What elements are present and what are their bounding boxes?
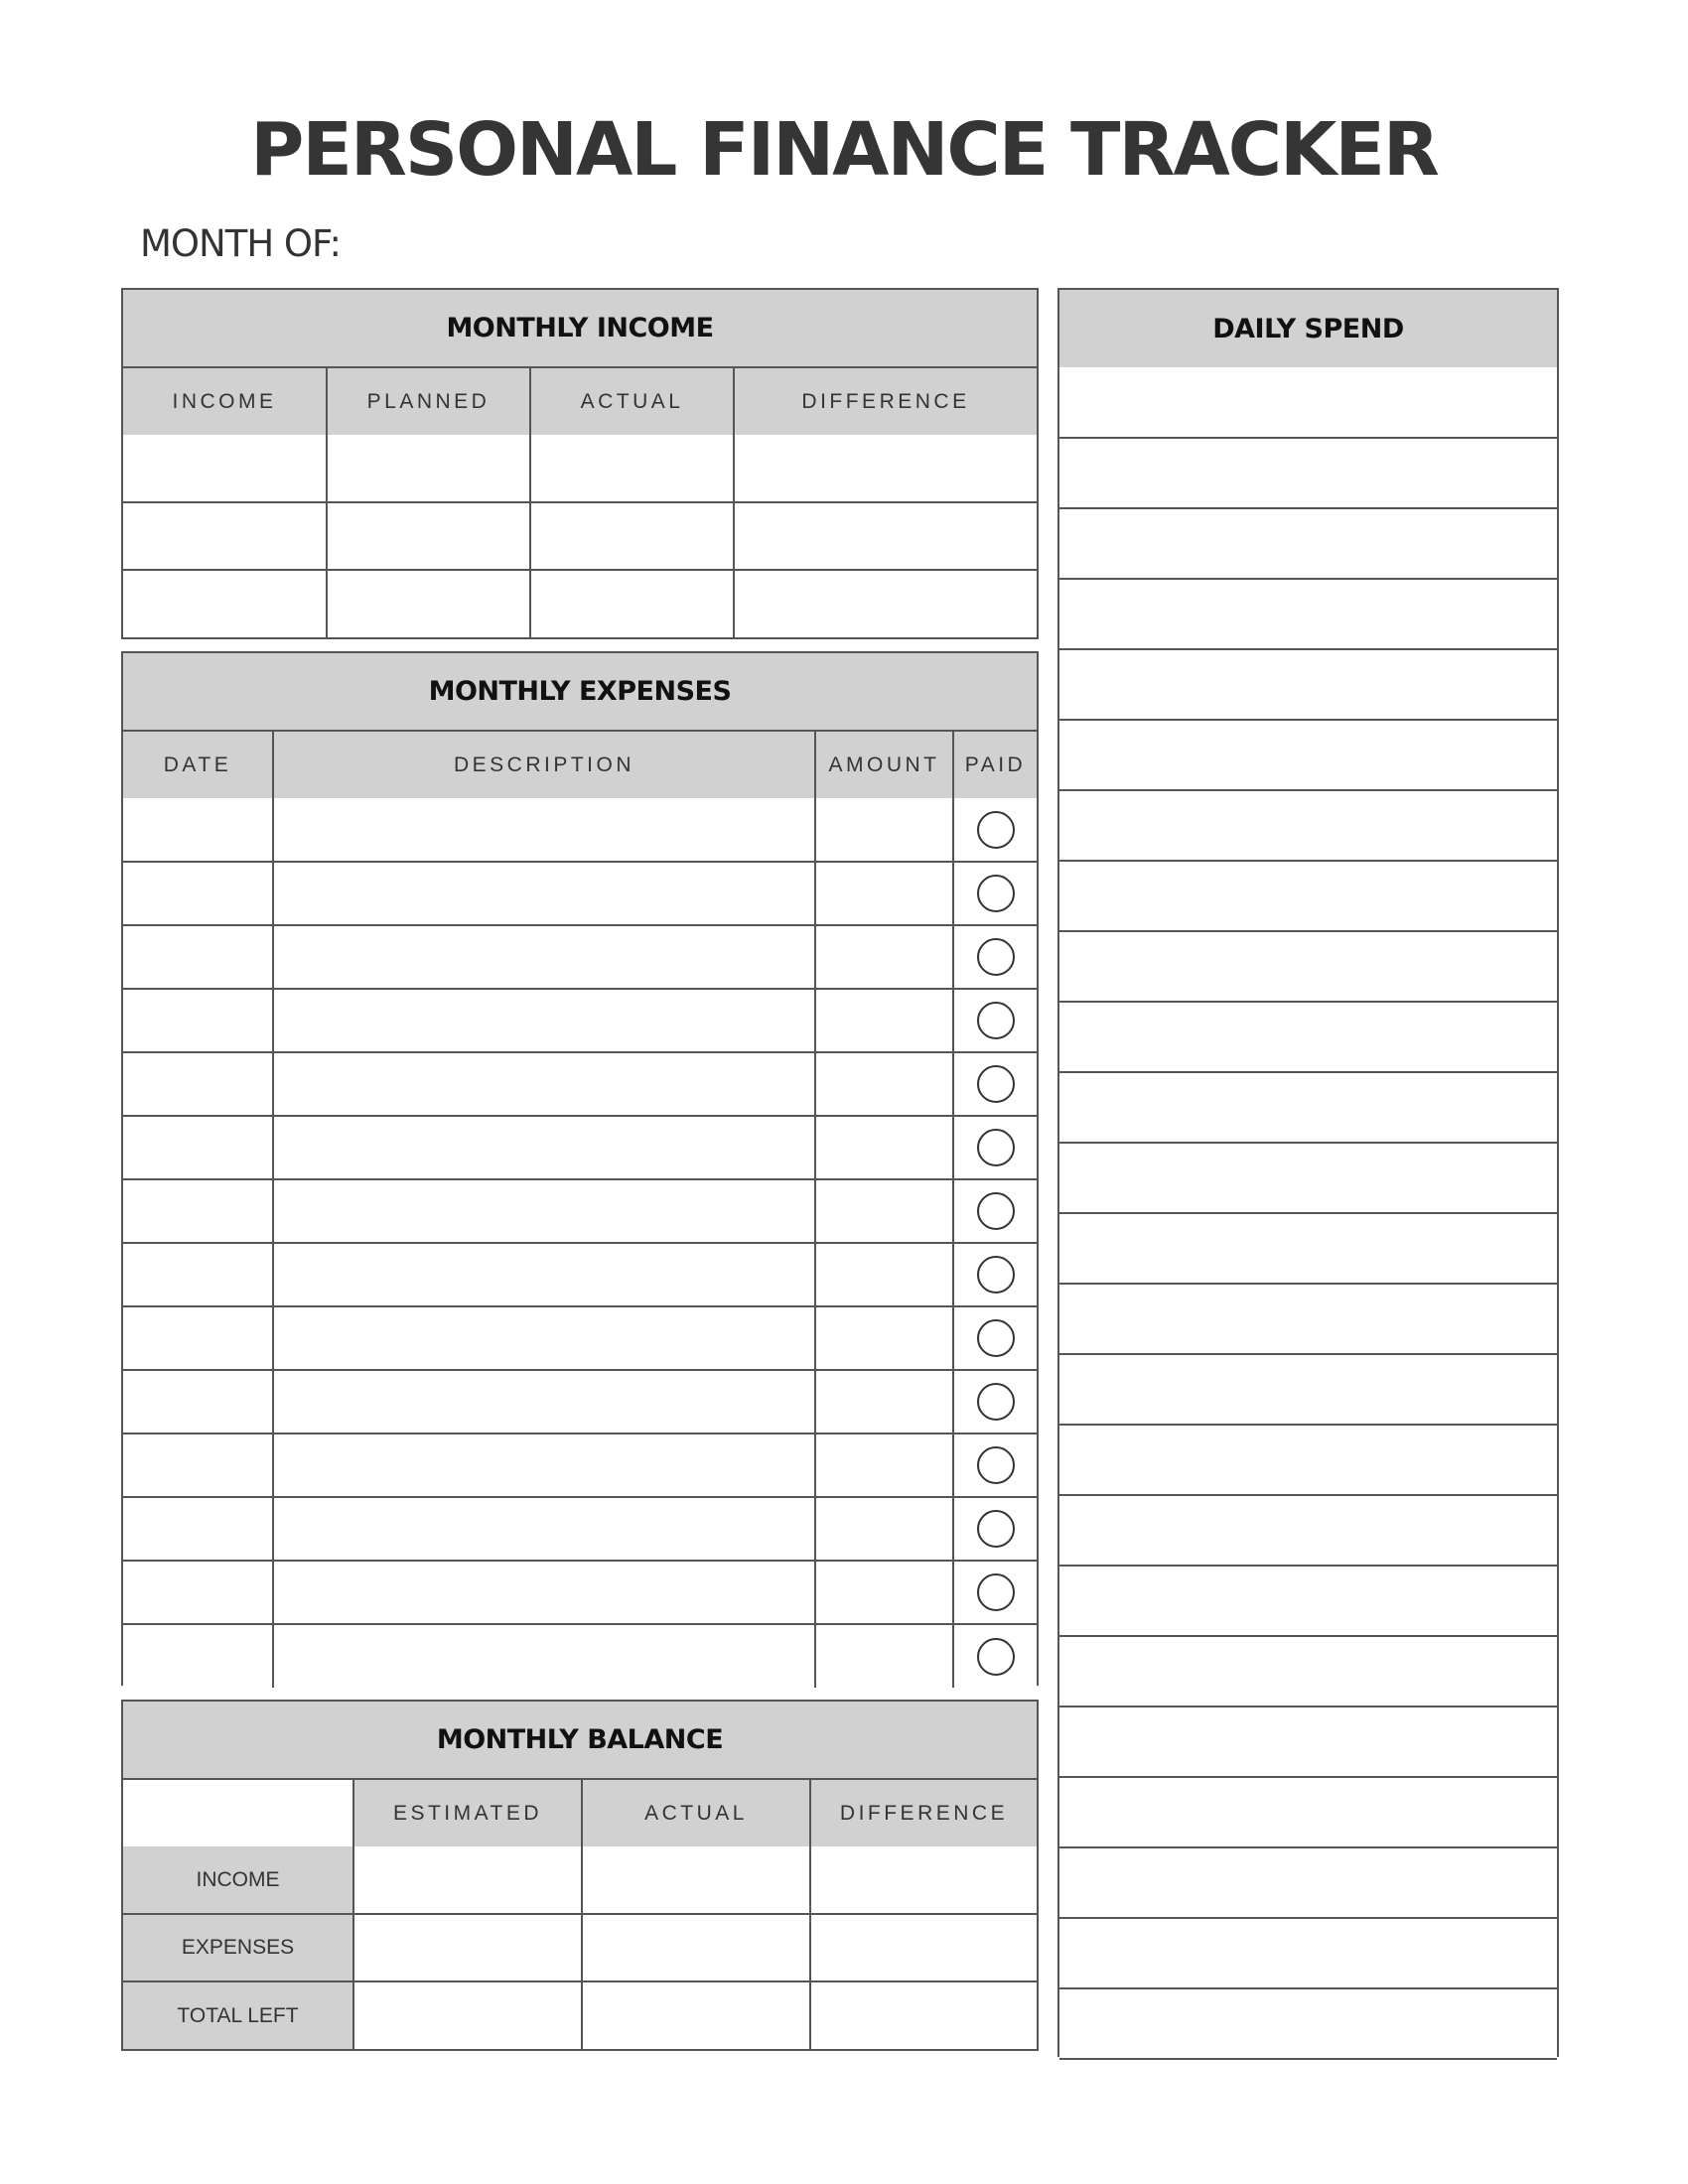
income-cell[interactable] <box>327 570 530 637</box>
expense-paid-cell <box>953 1116 1037 1179</box>
expense-paid-cell <box>953 862 1037 925</box>
daily-spend-line[interactable] <box>1059 1002 1557 1072</box>
expense-description-cell[interactable] <box>273 1052 815 1116</box>
paid-checkbox[interactable] <box>977 811 1015 849</box>
expense-amount-cell[interactable] <box>815 862 953 925</box>
table-row <box>123 435 1037 502</box>
table-row <box>1059 790 1557 861</box>
expense-amount-cell[interactable] <box>815 1116 953 1179</box>
daily-spend-line[interactable] <box>1059 1213 1557 1284</box>
daily-spend-line[interactable] <box>1059 1636 1557 1706</box>
table-row <box>1059 1002 1557 1072</box>
paid-checkbox[interactable] <box>977 1383 1015 1421</box>
balance-row-label: TOTAL LEFT <box>123 1981 353 2049</box>
balance-estimated-cell[interactable] <box>353 1846 582 1914</box>
monthly-balance-section <box>121 1700 1039 2051</box>
income-column-header: INCOME <box>123 367 327 435</box>
daily-spend-line[interactable] <box>1059 649 1557 720</box>
expense-column-header: DESCRIPTION <box>273 731 815 798</box>
monthly-income-section <box>121 288 1039 639</box>
income-cell[interactable] <box>530 570 734 637</box>
balance-difference-cell[interactable] <box>810 1981 1037 2049</box>
daily-spend-line[interactable] <box>1059 1072 1557 1143</box>
expense-description-cell[interactable] <box>273 1306 815 1370</box>
table-row <box>1059 931 1557 1002</box>
table-row <box>123 1243 1037 1306</box>
table-row <box>1059 2059 1557 2129</box>
balance-actual-cell[interactable] <box>582 1981 810 2049</box>
table-row <box>1059 720 1557 790</box>
paid-checkbox[interactable] <box>977 1638 1015 1676</box>
balance-estimated-cell[interactable] <box>353 1914 582 1981</box>
balance-actual-cell[interactable] <box>582 1846 810 1914</box>
month-of-label: MONTH OF: <box>140 222 341 265</box>
table-row <box>123 1370 1037 1433</box>
income-cell[interactable] <box>327 502 530 570</box>
paid-checkbox[interactable] <box>977 1129 1015 1166</box>
table-row <box>1059 1072 1557 1143</box>
table-row <box>123 1914 1037 1981</box>
income-column-header: ACTUAL <box>530 367 734 435</box>
expense-amount-cell[interactable] <box>815 1433 953 1497</box>
table-row <box>1059 1636 1557 1706</box>
table-row <box>1059 1425 1557 1495</box>
expense-date-cell[interactable] <box>123 798 273 862</box>
paid-checkbox[interactable] <box>977 1065 1015 1103</box>
page-title: PERSONAL FINANCE TRACKER <box>250 107 1438 193</box>
expense-description-cell[interactable] <box>273 989 815 1052</box>
paid-checkbox[interactable] <box>977 1573 1015 1611</box>
expense-paid-cell <box>953 1561 1037 1624</box>
daily-spend-line[interactable] <box>1059 790 1557 861</box>
expense-amount-cell[interactable] <box>815 1497 953 1561</box>
daily-spend-line[interactable] <box>1059 1425 1557 1495</box>
monthly-balance-table <box>123 1702 1037 2049</box>
income-cell[interactable] <box>123 435 327 502</box>
balance-difference-cell[interactable] <box>810 1846 1037 1914</box>
expense-amount-cell[interactable] <box>815 925 953 989</box>
expense-paid-cell <box>953 1179 1037 1243</box>
monthly-expenses-heading: MONTHLY EXPENSES <box>123 653 1037 731</box>
expense-date-cell[interactable] <box>123 1370 273 1433</box>
expense-description-cell[interactable] <box>273 1370 815 1433</box>
table-row <box>123 1846 1037 1914</box>
expense-date-cell[interactable] <box>123 1243 273 1306</box>
daily-spend-line[interactable] <box>1059 1284 1557 1354</box>
income-cell[interactable] <box>530 502 734 570</box>
daily-spend-table <box>1059 290 1557 2129</box>
table-row <box>1059 1988 1557 2059</box>
expense-description-cell[interactable] <box>273 1561 815 1624</box>
daily-spend-line[interactable] <box>1059 1918 1557 1988</box>
expense-date-cell[interactable] <box>123 862 273 925</box>
income-cell[interactable] <box>734 435 1037 502</box>
balance-row-label: EXPENSES <box>123 1914 353 1981</box>
monthly-income-table <box>123 290 1037 637</box>
income-cell[interactable] <box>734 570 1037 637</box>
table-row <box>1059 438 1557 508</box>
expense-date-cell[interactable] <box>123 1433 273 1497</box>
balance-row-label: INCOME <box>123 1846 353 1914</box>
table-row <box>1059 1143 1557 1213</box>
table-row <box>1059 1847 1557 1918</box>
expense-paid-cell <box>953 1624 1037 1688</box>
income-cell[interactable] <box>734 502 1037 570</box>
expense-amount-cell[interactable] <box>815 798 953 862</box>
table-row <box>123 1433 1037 1497</box>
table-row <box>123 570 1037 637</box>
paid-checkbox[interactable] <box>977 875 1015 912</box>
monthly-expenses-section <box>121 651 1039 1686</box>
expense-paid-cell <box>953 925 1037 989</box>
table-row <box>1059 1777 1557 1847</box>
expense-date-cell[interactable] <box>123 1624 273 1688</box>
balance-estimated-cell[interactable] <box>353 1981 582 2049</box>
table-row <box>123 862 1037 925</box>
expense-description-cell[interactable] <box>273 1433 815 1497</box>
table-row <box>123 1981 1037 2049</box>
paid-checkbox[interactable] <box>977 1192 1015 1230</box>
table-row <box>123 1497 1037 1561</box>
table-row <box>123 989 1037 1052</box>
expense-amount-cell[interactable] <box>815 1243 953 1306</box>
expense-paid-cell <box>953 1370 1037 1433</box>
table-row <box>123 1052 1037 1116</box>
table-row <box>1059 367 1557 438</box>
expense-amount-cell[interactable] <box>815 1179 953 1243</box>
daily-spend-line[interactable] <box>1059 720 1557 790</box>
expense-description-cell[interactable] <box>273 925 815 989</box>
table-row <box>1059 579 1557 649</box>
income-cell[interactable] <box>327 435 530 502</box>
expense-paid-cell <box>953 1306 1037 1370</box>
expense-column-header: AMOUNT <box>815 731 953 798</box>
daily-spend-line[interactable] <box>1059 1988 1557 2059</box>
expense-paid-cell <box>953 1052 1037 1116</box>
daily-spend-line[interactable] <box>1059 1566 1557 1636</box>
daily-spend-line[interactable] <box>1059 2059 1557 2129</box>
expense-date-cell[interactable] <box>123 989 273 1052</box>
daily-spend-line[interactable] <box>1059 438 1557 508</box>
expense-paid-cell <box>953 1433 1037 1497</box>
paid-checkbox[interactable] <box>977 938 1015 976</box>
monthly-balance-heading: MONTHLY BALANCE <box>123 1702 1037 1779</box>
expense-date-cell[interactable] <box>123 1179 273 1243</box>
table-row <box>123 1561 1037 1624</box>
expense-paid-cell <box>953 1497 1037 1561</box>
paid-checkbox[interactable] <box>977 1446 1015 1484</box>
daily-spend-section <box>1057 288 1559 2057</box>
expense-description-cell[interactable] <box>273 1243 815 1306</box>
expense-date-cell[interactable] <box>123 1052 273 1116</box>
daily-spend-line[interactable] <box>1059 367 1557 438</box>
expense-amount-cell[interactable] <box>815 1370 953 1433</box>
paid-checkbox[interactable] <box>977 1510 1015 1548</box>
table-row <box>123 1116 1037 1179</box>
table-row <box>123 1306 1037 1370</box>
expense-description-cell[interactable] <box>273 1116 815 1179</box>
table-row <box>1059 508 1557 579</box>
expense-amount-cell[interactable] <box>815 1306 953 1370</box>
balance-difference-cell[interactable] <box>810 1914 1037 1981</box>
expense-description-cell[interactable] <box>273 1624 815 1688</box>
paid-checkbox[interactable] <box>977 1002 1015 1039</box>
balance-actual-cell[interactable] <box>582 1914 810 1981</box>
expense-description-cell[interactable] <box>273 1497 815 1561</box>
income-cell[interactable] <box>123 502 327 570</box>
income-cell[interactable] <box>530 435 734 502</box>
balance-column-header: DIFFERENCE <box>810 1779 1037 1846</box>
expense-date-cell[interactable] <box>123 1116 273 1179</box>
daily-spend-line[interactable] <box>1059 861 1557 931</box>
table-row <box>1059 1566 1557 1636</box>
table-row <box>1059 1284 1557 1354</box>
expense-date-cell[interactable] <box>123 1306 273 1370</box>
balance-corner-cell <box>123 1779 353 1846</box>
expense-description-cell[interactable] <box>273 1179 815 1243</box>
daily-spend-line[interactable] <box>1059 1847 1557 1918</box>
table-row <box>1059 1706 1557 1777</box>
table-row <box>123 925 1037 989</box>
expense-date-cell[interactable] <box>123 1561 273 1624</box>
expense-column-header: PAID <box>953 731 1037 798</box>
table-row <box>123 798 1037 862</box>
daily-spend-line[interactable] <box>1059 1777 1557 1847</box>
expense-paid-cell <box>953 989 1037 1052</box>
table-row <box>1059 1918 1557 1988</box>
daily-spend-line[interactable] <box>1059 1354 1557 1425</box>
expense-paid-cell <box>953 798 1037 862</box>
balance-column-header: ACTUAL <box>582 1779 810 1846</box>
table-row <box>1059 649 1557 720</box>
expense-amount-cell[interactable] <box>815 1624 953 1688</box>
income-cell[interactable] <box>123 570 327 637</box>
income-column-header: DIFFERENCE <box>734 367 1037 435</box>
daily-spend-line[interactable] <box>1059 931 1557 1002</box>
paid-checkbox[interactable] <box>977 1256 1015 1294</box>
daily-spend-line[interactable] <box>1059 1495 1557 1566</box>
expense-paid-cell <box>953 1243 1037 1306</box>
table-row <box>123 1179 1037 1243</box>
expense-amount-cell[interactable] <box>815 1561 953 1624</box>
daily-spend-line[interactable] <box>1059 579 1557 649</box>
table-row <box>1059 861 1557 931</box>
monthly-expenses-table <box>123 653 1037 1688</box>
table-row <box>1059 1354 1557 1425</box>
daily-spend-line[interactable] <box>1059 1706 1557 1777</box>
expense-column-header: DATE <box>123 731 273 798</box>
table-row <box>123 502 1037 570</box>
table-row <box>1059 1495 1557 1566</box>
expense-date-cell[interactable] <box>123 925 273 989</box>
table-row <box>123 1624 1037 1688</box>
monthly-income-heading: MONTHLY INCOME <box>123 290 1037 367</box>
balance-column-header: ESTIMATED <box>353 1779 582 1846</box>
daily-spend-heading: DAILY SPEND <box>1059 290 1557 367</box>
expense-amount-cell[interactable] <box>815 1052 953 1116</box>
expense-amount-cell[interactable] <box>815 989 953 1052</box>
paid-checkbox[interactable] <box>977 1319 1015 1357</box>
expense-description-cell[interactable] <box>273 862 815 925</box>
table-row <box>1059 1213 1557 1284</box>
expense-description-cell[interactable] <box>273 798 815 862</box>
daily-spend-line[interactable] <box>1059 508 1557 579</box>
expense-date-cell[interactable] <box>123 1497 273 1561</box>
income-column-header: PLANNED <box>327 367 530 435</box>
daily-spend-line[interactable] <box>1059 1143 1557 1213</box>
